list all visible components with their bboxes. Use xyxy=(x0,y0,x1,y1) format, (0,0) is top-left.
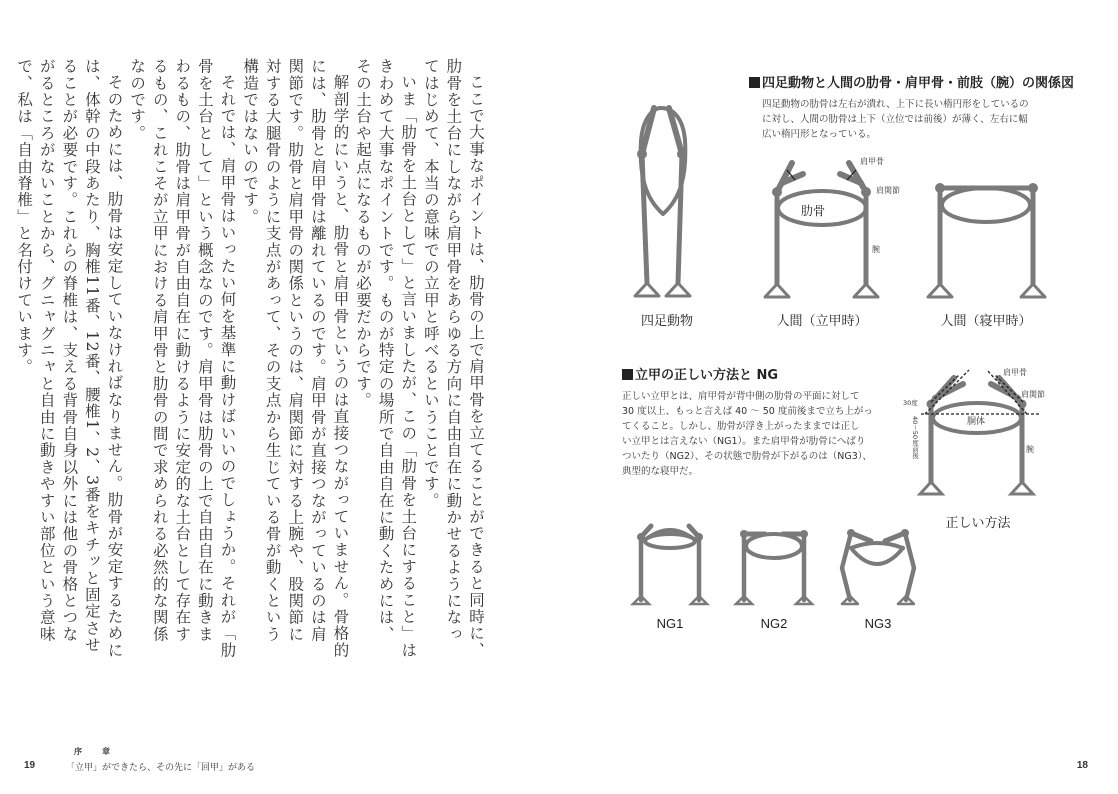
label-ng2: NG2 xyxy=(760,616,788,631)
page-number-left: 19 xyxy=(24,760,36,771)
paragraph: 解剖学的にいうと、肋骨と肩甲骨というのは直接つながっていません。骨格的には、肋骨と肩甲骨は離れているのです。肩甲骨が直接つながっているのは肩関節です。肋骨と肩甲骨の関係というのは、肩関節に対する上腕や、股関節に対する大腿骨のように支点があって、その支点から生じている骨が動くという構造ではないのです。 xyxy=(241,58,350,658)
body-text xyxy=(13,58,487,658)
label-arm: 腕 xyxy=(872,245,880,254)
figure2-title: 立甲の正しい方法と NG xyxy=(622,364,778,383)
chapter-label: 序 章 xyxy=(74,747,116,756)
label-shoulder-joint-2: 肩関節 xyxy=(1021,390,1045,399)
page-number-right: 18 xyxy=(1076,760,1088,771)
label-correct-method: 正しい方法 xyxy=(945,516,1011,531)
panel-label-human-standing: 人間（立甲時） xyxy=(776,314,868,329)
label-angle-30: 30度 xyxy=(903,399,918,407)
label-angle-40-50: 40〜50度前後 xyxy=(911,416,919,459)
label-arm-2: 腕 xyxy=(1026,445,1034,454)
label-scapula: 肩甲骨 xyxy=(860,157,884,166)
label-scapula-2: 肩甲骨 xyxy=(1003,368,1027,377)
figure2-caption: 正しい立甲とは、肩甲骨が背中側の肋骨の平面に対して 30 度以上、もっと言えば 40 ～ 50 度前後まで立ち上がっ てくること。しかし、肋骨が浮き上がったままでは正し い立甲とは言えない（NG1）。また肩甲骨が肋骨にへばり ついたり（NG2）、その状態で肋骨が下がるのは（NG3）、 典型的な寝甲だ。 xyxy=(622,391,873,477)
figure1-caption: 四足動物の肋骨は左右が潰れ、上下に長い楕円形をしているの に対し、人間の肋骨は上下（立位では前後）が薄く、左右に幅 広い楕円形となっている。 xyxy=(762,99,1029,140)
label-shoulder-joint: 肩関節 xyxy=(876,186,900,195)
label-ng1: NG1 xyxy=(656,616,684,631)
square-bullet-icon xyxy=(622,369,633,380)
panel-label-quadruped: 四足動物 xyxy=(640,314,693,329)
figure1-title: 四足動物と人間の肋骨・肩甲骨・前肢（腕）の関係図 xyxy=(749,72,1074,91)
panel-label-human-lying: 人間（寝甲時） xyxy=(940,314,1032,329)
label-torso: 胴体 xyxy=(967,417,986,427)
label-ribs: 肋骨 xyxy=(801,204,826,218)
paragraph: いま「肋骨を土台として」と言いましたが、この「肋骨を土台にすること」はきわめて大事なポイントです。ものが特定の場所で自由自在に動くためには、その土台や起点になるものが必要だからです。 xyxy=(354,58,418,658)
paragraph: ここで大事なポイントは、肋骨の上で肩甲骨を立てることができると同時に、肋骨を土台にしながら肩甲骨をあらゆる方向に自由自在に動かせるようになってはじめて、本当の意味での立甲と呼べるということです。 xyxy=(421,58,485,658)
right-page xyxy=(559,0,1118,794)
paragraph: そのためには、肋骨は安定していなければなりません。肋骨が安定するためには、体幹の中段あたり、胸椎11番、12番、腰椎1、2、3番をキチッと固定させることが必要です。これらの脊椎は、支える背骨自身以外には他の骨格とつながるところがないことから、グニャグニャと自由に動きやすい部位という意味で、私は「自由脊椎」と名付けています。 xyxy=(15,58,124,658)
running-title: 「立甲」ができたら、その先に「回甲」がある xyxy=(66,763,256,773)
label-ng3: NG3 xyxy=(864,616,892,631)
paragraph: それでは、肩甲骨はいったい何を基準に動けばいいのでしょうか。それが「肋骨を土台として」という概念なのです。肩甲骨は肋骨の上で自由自在に動きまわるもの、肋骨は肩甲骨が自由自在に動けるように安定的な土台として存在するもの、これこそが立甲における肩甲骨と肋骨の間で求められる必然的な関係なのです。 xyxy=(128,58,237,658)
